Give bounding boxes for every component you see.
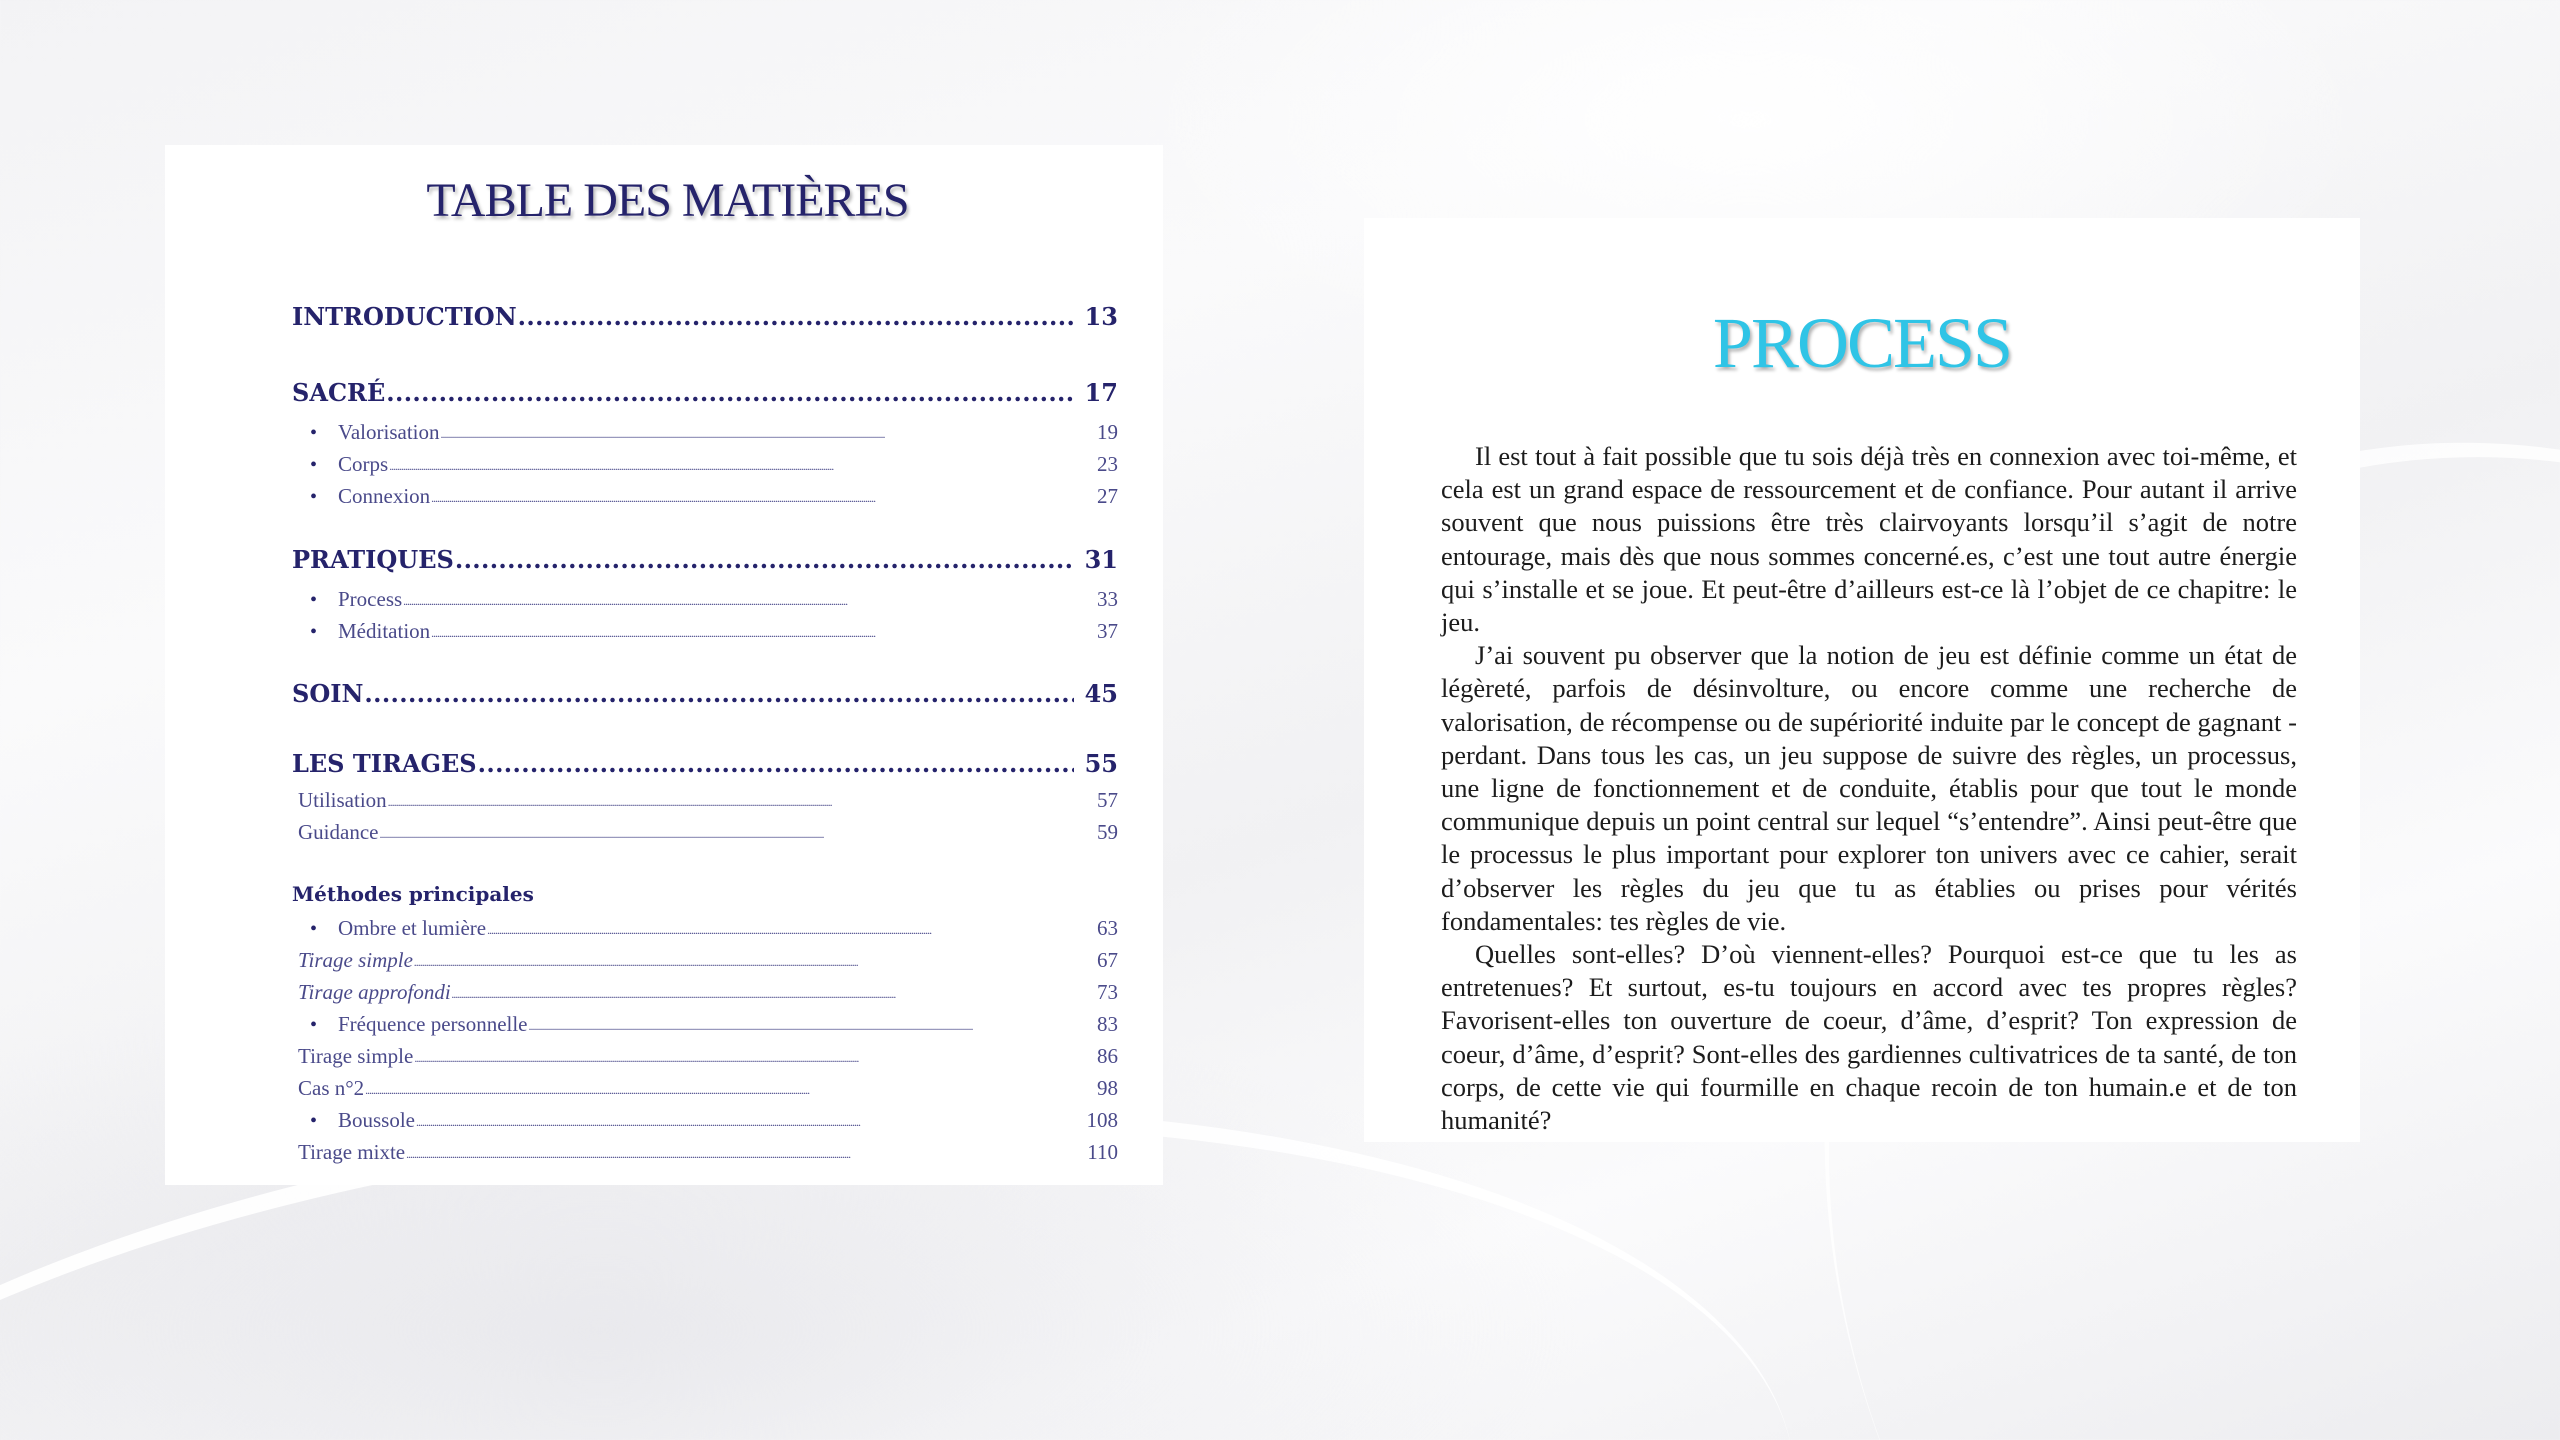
toc-entry-label: Guidance — [298, 820, 379, 844]
toc-entry — [310, 484, 1190, 509]
toc-entry-page: 108 — [1086, 1108, 1118, 1132]
toc-entry — [298, 1140, 1190, 1165]
dot-leader — [416, 1108, 1074, 1133]
dot-leader — [364, 679, 1074, 708]
toc-entry — [310, 452, 1190, 477]
toc-entry — [310, 1108, 1190, 1133]
chapter-title: PROCESS — [1712, 303, 2012, 383]
toc-entry-label: Tirage simple — [298, 948, 413, 972]
toc-entry — [292, 302, 1190, 331]
toc-entry — [310, 587, 1190, 612]
body-paragraph: J’ai souvent pu observer que la notion de jeu est définie comme un état de légèreté, parfois de désinvolture, ou encore comme une recherche de valorisation, de récompense ou de supériorité induite par le concept de gagnant - perdant. Dans tous les cas, un jeu suppose de suivre des règles, un processus, une ligne de fonctionnement et de conduite, établis pour que tout le monde communique depuis un point central sur lequel “s’entendre”. Ainsi peut-être que le processus le plus important pour explorer ton univers avec ce cahier, serait d’observer les règles du jeu que tu as établies ou prises pour vérités fondamentales: tes règles de vie. — [1441, 640, 2297, 936]
toc-entry-page: 23 — [1097, 452, 1118, 476]
toc-entry — [310, 619, 1190, 644]
toc-section-heading — [292, 882, 534, 906]
toc-entry — [310, 1012, 1190, 1037]
toc-entry — [298, 820, 1190, 845]
dot-leader — [379, 820, 1074, 845]
toc-entry — [310, 420, 1190, 445]
toc-entry-page: 17 — [1084, 378, 1118, 407]
chapter-page — [1364, 218, 2360, 1142]
dot-leader — [518, 302, 1074, 331]
toc-entry-page: 19 — [1097, 420, 1118, 444]
toc-entry-label: Méthodes principales — [292, 882, 534, 906]
dot-leader — [487, 916, 1074, 941]
dot-leader — [455, 545, 1074, 574]
toc-entry — [298, 948, 1190, 973]
toc-title: TABLE DES MATIÈRES — [426, 174, 909, 227]
toc-entry-label: • Boussole — [310, 1108, 415, 1133]
toc-entry-page: 13 — [1084, 302, 1118, 331]
toc-entry-label: • Méditation — [310, 619, 430, 644]
toc-entry-label: SACRÉ — [292, 378, 386, 407]
toc-entry — [298, 1076, 1190, 1101]
dot-leader — [440, 420, 1074, 445]
toc-entry — [292, 749, 1190, 778]
toc-entry-label: • Valorisation — [310, 420, 439, 445]
dot-leader — [529, 1012, 1074, 1037]
toc-entry-page: 110 — [1087, 1140, 1118, 1164]
toc-entry — [292, 378, 1190, 407]
toc-entry-label: • Fréquence personnelle — [310, 1012, 528, 1037]
toc-entry-label: Cas n°2 — [298, 1076, 365, 1100]
toc-entry-label: • Corps — [310, 452, 388, 477]
dot-leader — [388, 788, 1074, 813]
dot-leader — [406, 1140, 1001, 1165]
toc-entry-page: 27 — [1097, 484, 1118, 508]
dot-leader — [414, 948, 1001, 973]
toc-entry-page: 55 — [1084, 749, 1118, 778]
toc-entry — [292, 545, 1190, 574]
toc-entry-label: Tirage mixte — [298, 1140, 406, 1164]
toc-entry — [292, 679, 1190, 708]
dot-leader — [403, 587, 1074, 612]
toc-entry-label: SOIN — [292, 679, 364, 708]
toc-entry-label: • Process — [310, 587, 402, 612]
toc-entry-page: 86 — [1097, 1044, 1118, 1068]
toc-entry-label: Utilisation — [298, 788, 387, 812]
toc-entry-page: 98 — [1097, 1076, 1118, 1100]
toc-entry-page: 33 — [1097, 587, 1118, 611]
body-paragraph: Quelles sont-elles? D’où viennent-elles? Pourquoi est-ce que tu les as entretenues? Et surtout, es-tu toujours en accord avec tes propres règles? Favorisent-elles ton ouverture de coeur, d’âme, d’esprit? Ton expression de coeur, d’âme, d’esprit? Sont-elles des gardiennes cultivatrices de ta santé, de ton corps, de cette vie qui fourmille en chaque recoin de ton humain.e et de ton humanité? — [1441, 939, 2297, 1136]
toc-entry-label: • Connexion — [310, 484, 430, 509]
toc-entry-page: 67 — [1097, 948, 1118, 972]
toc-entry-label: INTRODUCTION — [292, 302, 517, 331]
dot-leader — [414, 1044, 1001, 1069]
toc-entry-label: LES TIRAGES — [292, 749, 477, 778]
toc-entry — [298, 1044, 1190, 1069]
dot-leader — [431, 619, 1074, 644]
dot-leader — [478, 749, 1074, 778]
toc-entry-page: 83 — [1097, 1012, 1118, 1036]
toc-entry-label: • Ombre et lumière — [310, 916, 486, 941]
toc-entry-page: 31 — [1084, 545, 1118, 574]
toc-entry-page: 45 — [1084, 679, 1118, 708]
toc-entry — [298, 788, 1190, 813]
table-of-contents-page — [165, 145, 1163, 1185]
toc-entry-page: 37 — [1097, 619, 1118, 643]
toc-entry — [298, 980, 1190, 1005]
toc-entry-page: 57 — [1097, 788, 1118, 812]
dot-leader — [365, 1076, 1001, 1101]
dot-leader — [389, 452, 1074, 477]
toc-entry-page: 59 — [1097, 820, 1118, 844]
toc-entry-label: PRATIQUES — [292, 545, 454, 574]
toc-list — [165, 145, 1163, 1185]
toc-entry-label: Tirage approfondi — [298, 980, 451, 1004]
dot-leader — [386, 378, 1074, 407]
body-paragraph: Il est tout à fait possible que tu sois déjà très en connexion avec toi-même, et cela est un grand espace de ressourcement et de confiance. Pour autant il arrive souvent que nous puissions être très clairvoyants lorsqu’il s’agit de notre entourage, mais dès que nous sommes concerné.es, c’est une tout autre énergie qui s’installe et se joue. Et peut-être d’ailleurs est-ce là l’objet de ce chapitre: le jeu. — [1441, 441, 2297, 638]
toc-entry-label: Tirage simple — [298, 1044, 414, 1068]
toc-entry — [310, 916, 1190, 941]
chapter-body — [1441, 440, 2297, 1137]
toc-entry-page: 63 — [1097, 916, 1118, 940]
dot-leader — [431, 484, 1074, 509]
toc-entry-page: 73 — [1097, 980, 1118, 1004]
dot-leader — [452, 980, 1001, 1005]
